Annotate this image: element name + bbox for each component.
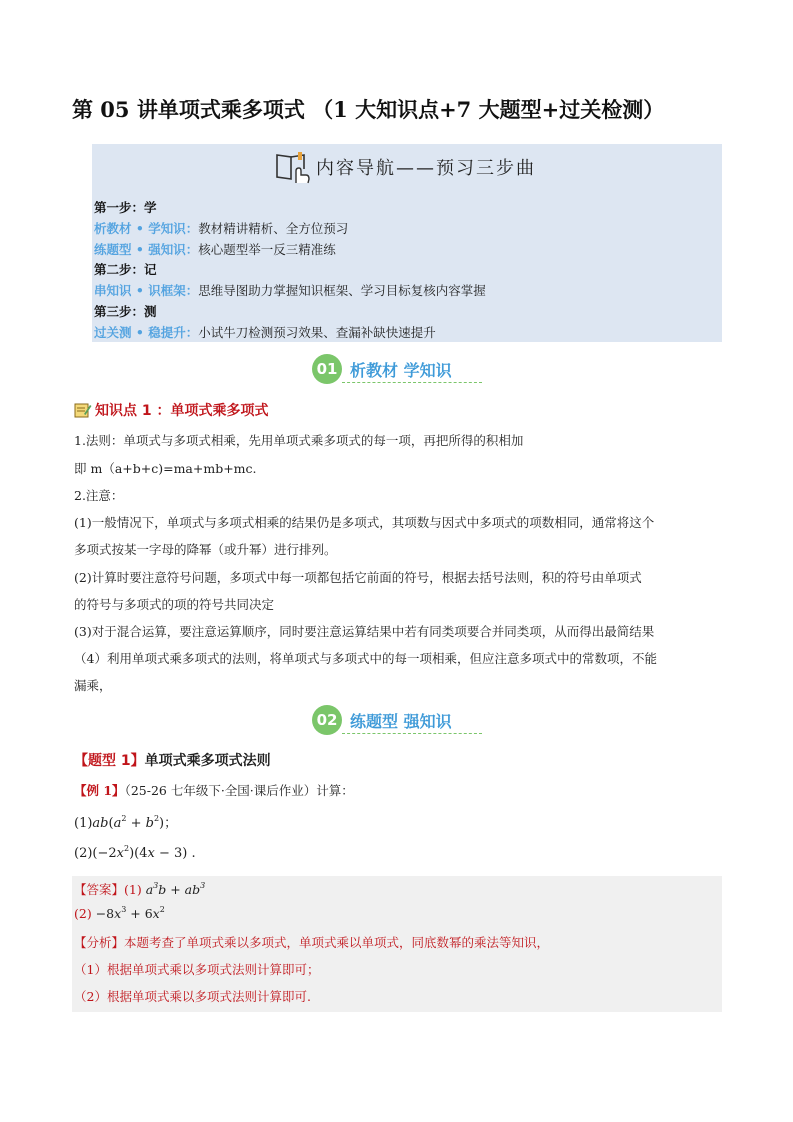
nav-line: [94, 302, 486, 323]
book-hand-icon: [274, 149, 312, 185]
nav-highlight: 析教材 • 学知识：: [94, 220, 199, 236]
paragraph: 的符号与多项式的项的符号共同决定: [74, 597, 275, 612]
section-label: 练题型 强知识: [350, 711, 452, 731]
analysis-line: [74, 933, 549, 951]
section-underline: [342, 382, 482, 383]
example-label: 【例 1】: [74, 783, 125, 798]
step-label: 第一步：学: [94, 200, 157, 215]
section-underline: [342, 733, 482, 734]
example-source: （25-26 七年级下·全国·课后作业）计算：: [124, 783, 354, 798]
example-item-2: $(2)(-2x^2)(4x - 3)$ .: [74, 844, 196, 861]
analysis-step: （2）根据单项式乘以多项式法则计算即可.: [74, 989, 311, 1004]
nav-line: [94, 260, 486, 281]
nav-line: [94, 281, 486, 302]
step-label: 第三步：测: [94, 303, 157, 319]
nav-text: 核心题型举一反三精准练: [198, 241, 336, 257]
paragraph: (3)对于混合运算，要注意运算顺序，同时要注意运算结果中若有同类项要合并同类项，从而得出最简结果: [74, 624, 655, 639]
nav-line: [94, 219, 486, 240]
notebook-pencil-icon: [74, 402, 92, 418]
nav-header-text: 内容导航——预习三步曲: [316, 158, 536, 179]
analysis-text: 本题考查了单项式乘以多项式，单项式乘以单项式，同底数幂的乘法等知识，: [124, 935, 550, 950]
bracket-close: 】: [130, 753, 145, 769]
nav-text: 教材精讲精析、全方位预习: [198, 220, 349, 236]
section-number: 01: [312, 354, 342, 384]
paragraph: 多项式按某一字母的降幂（或升幂）进行排列。: [74, 542, 337, 557]
analysis-step: （1）根据单项式乘以多项式法则计算即可；: [74, 962, 320, 977]
nav-header: [274, 148, 536, 186]
step-label: 第二步：记: [94, 262, 157, 278]
paragraph: （4）利用单项式乘多项式的法则，将单项式与多项式中的每一项相乘，但应注意多项式中的常数项，不能: [74, 651, 657, 666]
knowledge-point-label: 知识点 1 ：单项式乘多项式: [95, 403, 269, 419]
answer-box: [72, 876, 722, 1012]
paragraph: 漏乘，: [74, 678, 112, 693]
nav-text: 小试牛刀检测预习效果、查漏补缺快速提升: [198, 324, 436, 340]
content-navigation-box: [92, 144, 722, 342]
page-title: 第 05 讲单项式乘多项式 （1 大知识点+7 大题型+过关检测）: [72, 97, 665, 122]
nav-text: 思维导图助力掌握知识框架、学习目标复核内容掌握: [198, 283, 486, 299]
nav-highlight: 过关测 • 稳提升：: [94, 324, 199, 340]
section-badge-02: [312, 705, 452, 735]
section-badge-01: [312, 354, 452, 384]
nav-line: [94, 240, 486, 261]
paragraph: 2.注意：: [74, 488, 124, 503]
nav-steps: [94, 198, 486, 344]
paragraph: 1.法则：单项式与多项式相乘，先用单项式乘多项式的每一项，再把所得的积相加: [74, 433, 524, 448]
item-number: (2): [74, 846, 93, 861]
question-type-label: 题型 1: [88, 753, 131, 769]
paragraph: 即 m（a+b+c)=ma+mb+mc.: [74, 461, 257, 476]
analysis-label: 【分析】: [74, 935, 125, 950]
section-number: 02: [312, 705, 342, 735]
paragraph: (2)计算时要注意符号问题，多项式中每一项都包括它前面的符号，根据去括号法则，积的符号由单项式: [74, 570, 642, 585]
example-line: [74, 781, 354, 799]
item-number: (1): [74, 816, 93, 831]
question-type-title: 单项式乘多项式法则: [144, 753, 271, 769]
nav-line: [94, 323, 486, 344]
answer-line-1: 【答案】(1) $a^3b + ab^3$: [74, 881, 206, 897]
question-type-heading: [74, 750, 271, 770]
answer-label: 【答案】: [74, 882, 125, 897]
section-label: 析教材 学知识: [350, 360, 452, 380]
paragraph: (1)一般情况下，单项式与多项式相乘的结果仍是多项式，其项数与因式中多项式的项数相同，通常将这个: [74, 515, 655, 530]
answer-line-2: $(2) -8x^3 + 6x^2$: [74, 905, 165, 921]
knowledge-point-heading: [74, 400, 269, 420]
bracket-open: 【: [74, 753, 88, 769]
nav-line: [94, 198, 486, 219]
example-item-1: $(1)ab(a^2 + b^2)$；: [74, 814, 178, 831]
nav-highlight: 串知识 • 识框架：: [94, 283, 199, 299]
nav-highlight: 练题型 • 强知识：: [94, 241, 199, 257]
